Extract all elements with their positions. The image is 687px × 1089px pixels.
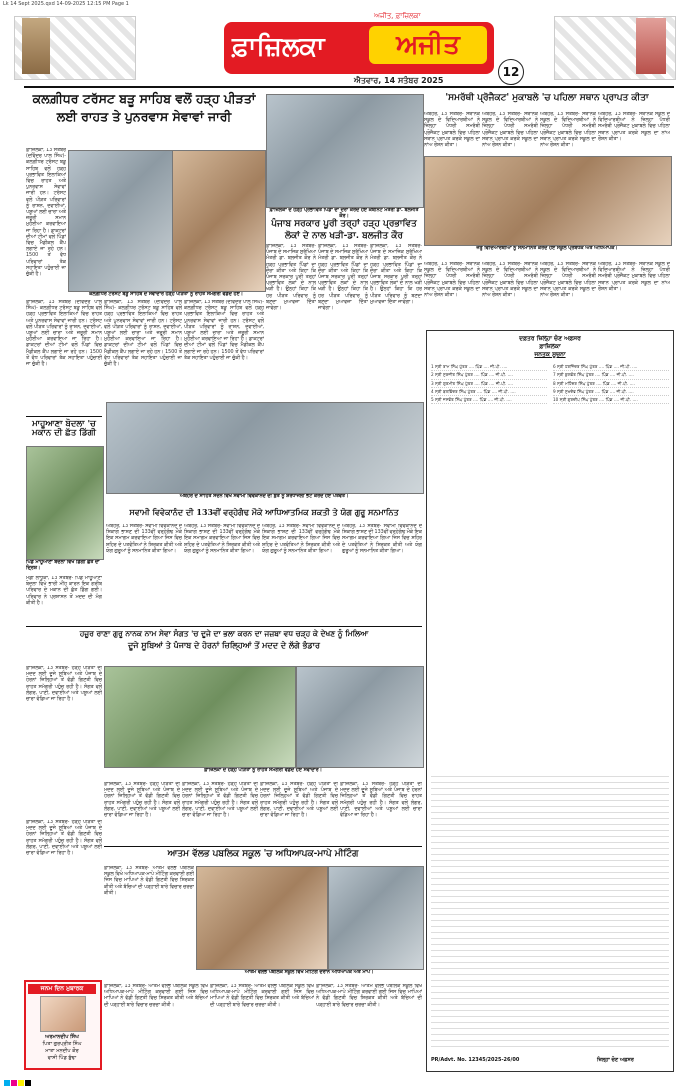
logo-right-title: ਅਜੀਤ bbox=[369, 26, 487, 64]
article4-body-col2: ਅਬੋਹਰ, 13 ਸਤੰਬਰ- ਸਥਾਨਕ ਸਕੂਲ ਦੇ ਵਿਦਿਆਰਥੀਆਂ ਨੇ ਜ਼ਿਲ੍ਹਾ ਪੱਧਰੀ ਸਮਰੱਥੀ ਪ੍ਰੋਜੈਕਟ ਮੁਕਾਬਲੇ ਵਿਚ ਪਹਿਲਾ ਸਥਾਨ ਪ੍ਰਾਪਤ ਕਰਕੇ ਸਕੂਲ ਦਾ ਨਾਂਅ ਰੌਸ਼ਨ ਕੀਤਾ। bbox=[482, 112, 538, 149]
public-notice bbox=[426, 330, 674, 1072]
article7-caption: ਆਤਮ ਵੱਲਭ ਪਬਲਿਕ ਸਕੂਲ ਵਿਖੇ ਮੀਟਿੰਗ ਦੌਰਾਨ ਅਧਿਆਪਕ ਅਤੇ ਮਾਪੇ। bbox=[244, 970, 374, 975]
magenta-swatch bbox=[11, 1080, 17, 1086]
article5-caption: ਅਬੋਹਰ ਦੇ ਸਾਹਿਤ ਸਦਨ ਵਿਖੇ ਸਵਾਮੀ ਵਿਵੇਕਾਨੰਦ ਦੀ ਬੁੱਤ ਨੂੰ ਸ਼ਰਧਾਂਜਲੀ ਭੇਟ ਕਰਦੇ ਹੋਏ ਪਤਵੰਤੇ। bbox=[179, 494, 349, 499]
black-swatch bbox=[25, 1080, 31, 1086]
article5-body-col3: ਅਬੋਹਰ, 13 ਸਤੰਬਰ- ਸਵਾਮੀ ਵਿਵੇਕਾਨੰਦ ਦੇ ਸ਼ਿਕਾਗੋ ਭਾਸ਼ਣ ਦੀ 133ਵੀਂ ਵਰ੍ਹੇਗੰਢ ਮੌਕੇ ਇਕ ਸਮਾਗਮ ਕਰਵਾਇਆ ਗਿਆ ਜਿਸ ਵਿਚ ਸ਼ਹਿਰ ਦੇ ਪਤਵੰਤਿਆਂ ਨੇ ਸ਼ਿਰਕਤ ਕੀਤੀ ਅਤੇ ਯੋਗ ਗੁਰੂਆਂ ਨੂੰ ਸਨਮਾਨਿਤ ਕੀਤਾ ਗਿਆ। bbox=[262, 524, 340, 554]
article4-body-col1: ਅਬੋਹਰ, 13 ਸਤੰਬਰ- ਸਥਾਨਕ ਸਕੂਲ ਦੇ ਵਿਦਿਆਰਥੀਆਂ ਨੇ ਜ਼ਿਲ੍ਹਾ ਪੱਧਰੀ ਸਮਰੱਥੀ ਪ੍ਰੋਜੈਕਟ ਮੁਕਾਬਲੇ ਵਿਚ ਪਹਿਲਾ ਸਥਾਨ ਪ੍ਰਾਪਤ ਕਰਕੇ ਸਕੂਲ ਦਾ ਨਾਂਅ ਰੌਸ਼ਨ ਕੀਤਾ। bbox=[424, 112, 480, 149]
notice-row: 5 ਸ੍ਰੀ ਜਸਵੰਤ ਸਿੰਘ ਪੁੱਤਰ .... ਪਿੰਡ .... ਜੀ.ਪੀ. .... bbox=[431, 396, 547, 404]
notice-row: 2 ਸ੍ਰੀ ਸੁਰਜੀਤ ਸਿੰਘ ਪੁੱਤਰ .... ਪਿੰਡ .... ਜੀ.ਪੀ. .... bbox=[431, 371, 547, 379]
article1-photo-2 bbox=[172, 150, 266, 292]
notice-title1: ਦਫ਼ਤਰ ਜ਼ਿਲ੍ਹਾ ਚੋਣ ਅਫ਼ਸਰ bbox=[519, 335, 581, 342]
article5-body-col1: ਅਬੋਹਰ, 13 ਸਤੰਬਰ- ਸਵਾਮੀ ਵਿਵੇਕਾਨੰਦ ਦੇ ਸ਼ਿਕਾਗੋ ਭਾਸ਼ਣ ਦੀ 133ਵੀਂ ਵਰ੍ਹੇਗੰਢ ਮੌਕੇ ਇਕ ਸਮਾਗਮ ਕਰਵਾਇਆ ਗਿਆ ਜਿਸ ਵਿਚ ਸ਼ਹਿਰ ਦੇ ਪਤਵੰਤਿਆਂ ਨੇ ਸ਼ਿਰਕਤ ਕੀਤੀ ਅਤੇ ਯੋਗ ਗੁਰੂਆਂ ਨੂੰ ਸਨਮਾਨਿਤ ਕੀਤਾ ਗਿਆ। bbox=[106, 524, 182, 554]
article1-body-col1: ਫ਼ਾਜ਼ਿਲਕਾ, 13 ਸਤੰਬਰ (ਦਵਿੰਦਰ ਪਾਲ ਸਿੰਘ)- ਕਲਗ਼ੀਧਰ ਟਰੱਸਟ ਬੜੂ ਸਾਹਿਬ ਵਲੋਂ ਹੜ੍ਹ ਪ੍ਰਭਾਵਿਤ ਇਲਾਕਿਆਂ ਵਿਚ ਰਾਹਤ ਅਤੇ ਪੁਨਰਵਾਸ ਸੇਵਾਵਾਂ ਜਾਰੀ ਹਨ। ਟਰੱਸਟ ਵਲੋਂ ਪੀੜਤ ਪਰਿਵਾਰਾਂ ਨੂੰ ਰਾਸ਼ਨ, ਦਵਾਈਆਂ, ਪਸ਼ੂਆਂ ਲਈ ਚਾਰਾ ਅਤੇ ਜ਼ਰੂਰੀ ਸਮਾਨ ਮੁਹੱਈਆ ਕਰਵਾਇਆ ਜਾ ਰਿਹਾ ਹੈ। ਡਾਕਟਰਾਂ ਦੀਆਂ ਟੀਮਾਂ ਵਲੋਂ ਪਿੰਡਾਂ ਵਿਚ ਮੈਡੀਕਲ ਕੈਂਪ ਲਗਾਏ ਜਾ ਰਹੇ ਹਨ। 1500 ਤੋਂ ਵੱਧ ਪਰਿਵਾਰਾਂ ਤੱਕ ਸਹਾਇਤਾ ਪਹੁੰਚਾਈ ਜਾ ਚੁੱਕੀ ਹੈ। bbox=[26, 148, 66, 278]
article6-photo-2 bbox=[296, 666, 424, 768]
article7-body-col2: ਫ਼ਾਜ਼ਿਲਕਾ, 13 ਸਤੰਬਰ- ਆਤਮ ਵੱਲਭ ਪਬਲਿਕ ਸਕੂਲ ਵਿਖੇ ਅਧਿਆਪਕ-ਮਾਪੇ ਮੀਟਿੰਗ ਕਰਵਾਈ ਗਈ ਜਿਸ ਵਿਚ ਮਾਪਿਆਂ ਨੇ ਵੱਡੀ ਗਿਣਤੀ ਵਿਚ ਸ਼ਿਰਕਤ ਕੀਤੀ ਅਤੇ ਬੱਚਿਆਂ ਦੀ ਪੜ੍ਹਾਈ ਬਾਰੇ ਵਿਚਾਰ ਚਰਚਾ ਕੀਤੀ। bbox=[104, 984, 208, 1008]
article1-body-col2: ਫ਼ਾਜ਼ਿਲਕਾ, 13 ਸਤੰਬਰ (ਦਵਿੰਦਰ ਪਾਲ ਸਿੰਘ)- ਕਲਗ਼ੀਧਰ ਟਰੱਸਟ ਬੜੂ ਸਾਹਿਬ ਵਲੋਂ ਹੜ੍ਹ ਪ੍ਰਭਾਵਿਤ ਇਲਾਕਿਆਂ ਵਿਚ ਰਾਹਤ ਅਤੇ ਪੁਨਰਵਾਸ ਸੇਵਾਵਾਂ ਜਾਰੀ ਹਨ। ਟਰੱਸਟ ਵਲੋਂ ਪੀੜਤ ਪਰਿਵਾਰਾਂ ਨੂੰ ਰਾਸ਼ਨ, ਦਵਾਈਆਂ, ਪਸ਼ੂਆਂ ਲਈ ਚਾਰਾ ਅਤੇ ਜ਼ਰੂਰੀ ਸਮਾਨ ਮੁਹੱਈਆ ਕਰਵਾਇਆ ਜਾ ਰਿਹਾ ਹੈ। ਡਾਕਟਰਾਂ ਦੀਆਂ ਟੀਮਾਂ ਵਲੋਂ ਪਿੰਡਾਂ ਵਿਚ ਮੈਡੀਕਲ ਕੈਂਪ ਲਗਾਏ ਜਾ ਰਹੇ ਹਨ। 1500 ਤੋਂ ਵੱਧ ਪਰਿਵਾਰਾਂ ਤੱਕ ਸਹਾਇਤਾ ਪਹੁੰਚਾਈ ਜਾ ਚੁੱਕੀ ਹੈ। bbox=[26, 300, 102, 368]
article7-body-col0: ਫ਼ਾਜ਼ਿਲਕਾ, 13 ਸਤੰਬਰ- ਹੜ੍ਹ ਪੀੜਤਾਂ ਦੀ ਮਦਦ ਲਈ ਦੂਜੇ ਸੂਬਿਆਂ ਅਤੇ ਪੰਜਾਬ ਦੇ ਹੋਰਨਾਂ ਜ਼ਿਲ੍ਹਿਆਂ ਤੋਂ ਵੱਡੀ ਗਿਣਤੀ ਵਿਚ ਰਾਹਤ ਸਮੱਗਰੀ ਪਹੁੰਚ ਰਹੀ ਹੈ। ਸੰਗਤ ਵਲੋਂ ਲੰਗਰ, ਪਾਣੀ, ਦਵਾਈਆਂ ਅਤੇ ਪਸ਼ੂਆਂ ਲਈ ਚਾਰਾ ਵੰਡਿਆ ਜਾ ਰਿਹਾ ਹੈ। bbox=[26, 820, 102, 857]
article3-photo bbox=[266, 94, 424, 208]
birthday-line4: ਵਾਸੀ ਪਿੰਡ ਬੁੱਢਾ bbox=[47, 1055, 77, 1061]
article6-headline bbox=[26, 630, 422, 650]
article7-rule bbox=[104, 846, 422, 847]
article6-body-col2: ਫ਼ਾਜ਼ਿਲਕਾ, 13 ਸਤੰਬਰ- ਹੜ੍ਹ ਪੀੜਤਾਂ ਦੀ ਮਦਦ ਲਈ ਦੂਜੇ ਸੂਬਿਆਂ ਅਤੇ ਪੰਜਾਬ ਦੇ ਹੋਰਨਾਂ ਜ਼ਿਲ੍ਹਿਆਂ ਤੋਂ ਵੱਡੀ ਗਿਣਤੀ ਵਿਚ ਰਾਹਤ ਸਮੱਗਰੀ ਪਹੁੰਚ ਰਹੀ ਹੈ। ਸੰਗਤ ਵਲੋਂ ਲੰਗਰ, ਪਾਣੀ, ਦਵਾਈਆਂ ਅਤੇ ਪਸ਼ੂਆਂ ਲਈ ਚਾਰਾ ਵੰਡਿਆ ਜਾ ਰਿਹਾ ਹੈ। bbox=[104, 782, 180, 819]
article4-body-col6: ਅਬੋਹਰ, 13 ਸਤੰਬਰ- ਸਥਾਨਕ ਸਕੂਲ ਦੇ ਵਿਦਿਆਰਥੀਆਂ ਨੇ ਜ਼ਿਲ੍ਹਾ ਪੱਧਰੀ ਸਮਰੱਥੀ ਪ੍ਰੋਜੈਕਟ ਮੁਕਾਬਲੇ ਵਿਚ ਪਹਿਲਾ ਸਥਾਨ ਪ੍ਰਾਪਤ ਕਰਕੇ ਸਕੂਲ ਦਾ ਨਾਂਅ ਰੌਸ਼ਨ ਕੀਤਾ। bbox=[482, 262, 538, 299]
notice-row: 10 ਸ੍ਰੀ ਗੁਰਦੀਪ ਸਿੰਘ ਪੁੱਤਰ .... ਪਿੰਡ .... ਜੀ.ਪੀ. .... bbox=[553, 396, 669, 404]
article4-body-col3: ਅਬੋਹਰ, 13 ਸਤੰਬਰ- ਸਥਾਨਕ ਸਕੂਲ ਦੇ ਵਿਦਿਆਰਥੀਆਂ ਨੇ ਜ਼ਿਲ੍ਹਾ ਪੱਧਰੀ ਸਮਰੱਥੀ ਪ੍ਰੋਜੈਕਟ ਮੁਕਾਬਲੇ ਵਿਚ ਪਹਿਲਾ ਸਥਾਨ ਪ੍ਰਾਪਤ ਕਰਕੇ ਸਕੂਲ ਦਾ ਨਾਂਅ ਰੌਸ਼ਨ ਕੀਤਾ। bbox=[540, 112, 596, 149]
notice-row: 3 ਸ੍ਰੀ ਗੁਰਮੀਤ ਸਿੰਘ ਪੁੱਤਰ .... ਪਿੰਡ .... ਜੀ.ਪੀ. .... bbox=[431, 380, 547, 388]
notice-title3: ਜਨਤਕ ਸੂਚਨਾ bbox=[534, 351, 566, 358]
birthday-line2: ਪਿਤਾ ਗੁਰਪ੍ਰੀਤ ਸਿੰਘ bbox=[42, 1041, 82, 1047]
notice-list-left bbox=[431, 363, 547, 763]
birthday-line3: ਮਾਤਾ ਮਨਦੀਪ ਕੌਰ bbox=[45, 1048, 79, 1054]
birthday-title: ਜਨਮ ਦਿਨ ਮੁਬਾਰਕ bbox=[28, 984, 96, 994]
logo-left-title: ਫ਼ਾਜ਼ਿਲਕਾ bbox=[232, 32, 325, 62]
article3-body-col1: ਫ਼ਾਜ਼ਿਲਕਾ, 13 ਸਤੰਬਰ- ਪੰਜਾਬ ਦੇ ਸਮਾਜਿਕ ਸੁਰੱਖਿਆ ਮੰਤਰੀ ਡਾ. ਬਲਜੀਤ ਕੌਰ ਨੇ ਹੜ੍ਹ ਪ੍ਰਭਾਵਿਤ ਪਿੰਡਾਂ ਦਾ ਦੌਰਾ ਕੀਤਾ ਅਤੇ ਕਿਹਾ ਕਿ ਪੰਜਾਬ ਸਰਕਾਰ ਪੂਰੀ ਤਰ੍ਹਾਂ ਪ੍ਰਭਾਵਿਤ ਲੋਕਾਂ ਦੇ ਨਾਲ ਖੜੀ ਹੈ। ਉਨ੍ਹਾਂ ਕਿਹਾ ਕਿ ਹਰ ਪੀੜਤ ਪਰਿਵਾਰ ਨੂੰ ਬਣਦਾ ਮੁਆਵਜ਼ਾ ਦਿੱਤਾ ਜਾਵੇਗਾ। bbox=[266, 244, 316, 312]
notice-signoff: ਜ਼ਿਲ੍ਹਾ ਚੋਣ ਅਫ਼ਸਰ bbox=[597, 1057, 634, 1063]
notice-row: 8 ਸ੍ਰੀ ਮਹਿੰਦਰ ਸਿੰਘ ਪੁੱਤਰ .... ਪਿੰਡ .... ਜੀ.ਪੀ. .... bbox=[553, 380, 669, 388]
article5-body-col2: ਅਬੋਹਰ, 13 ਸਤੰਬਰ- ਸਵਾਮੀ ਵਿਵੇਕਾਨੰਦ ਦੇ ਸ਼ਿਕਾਗੋ ਭਾਸ਼ਣ ਦੀ 133ਵੀਂ ਵਰ੍ਹੇਗੰਢ ਮੌਕੇ ਇਕ ਸਮਾਗਮ ਕਰਵਾਇਆ ਗਿਆ ਜਿਸ ਵਿਚ ਸ਼ਹਿਰ ਦੇ ਪਤਵੰਤਿਆਂ ਨੇ ਸ਼ਿਰਕਤ ਕੀਤੀ ਅਤੇ ਯੋਗ ਗੁਰੂਆਂ ਨੂੰ ਸਨਮਾਨਿਤ ਕੀਤਾ ਗਿਆ। bbox=[184, 524, 260, 554]
article6-body-col4: ਫ਼ਾਜ਼ਿਲਕਾ, 13 ਸਤੰਬਰ- ਹੜ੍ਹ ਪੀੜਤਾਂ ਦੀ ਮਦਦ ਲਈ ਦੂਜੇ ਸੂਬਿਆਂ ਅਤੇ ਪੰਜਾਬ ਦੇ ਹੋਰਨਾਂ ਜ਼ਿਲ੍ਹਿਆਂ ਤੋਂ ਵੱਡੀ ਗਿਣਤੀ ਵਿਚ ਰਾਹਤ ਸਮੱਗਰੀ ਪਹੁੰਚ ਰਹੀ ਹੈ। ਸੰਗਤ ਵਲੋਂ ਲੰਗਰ, ਪਾਣੀ, ਦਵਾਈਆਂ ਅਤੇ ਪਸ਼ੂਆਂ ਲਈ ਚਾਰਾ ਵੰਡਿਆ ਜਾ ਰਿਹਾ ਹੈ। bbox=[260, 782, 338, 819]
article2-photo bbox=[26, 446, 104, 560]
article6-body-col1: ਫ਼ਾਜ਼ਿਲਕਾ, 13 ਸਤੰਬਰ- ਹੜ੍ਹ ਪੀੜਤਾਂ ਦੀ ਮਦਦ ਲਈ ਦੂਜੇ ਸੂਬਿਆਂ ਅਤੇ ਪੰਜਾਬ ਦੇ ਹੋਰਨਾਂ ਜ਼ਿਲ੍ਹਿਆਂ ਤੋਂ ਵੱਡੀ ਗਿਣਤੀ ਵਿਚ ਰਾਹਤ ਸਮੱਗਰੀ ਪਹੁੰਚ ਰਹੀ ਹੈ। ਸੰਗਤ ਵਲੋਂ ਲੰਗਰ, ਪਾਣੀ, ਦਵਾਈਆਂ ਅਤੇ ਪਸ਼ੂਆਂ ਲਈ ਚਾਰਾ ਵੰਡਿਆ ਜਾ ਰਿਹਾ ਹੈ। bbox=[26, 666, 102, 703]
logo bbox=[224, 12, 494, 74]
notice-row: 4 ਸ੍ਰੀ ਬਲਵਿੰਦਰ ਸਿੰਘ ਪੁੱਤਰ .... ਪਿੰਡ .... ਜੀ.ਪੀ. .... bbox=[431, 388, 547, 396]
birthday-line1: ਅਰਮਾਨਦੀਪ ਸਿੰਘ bbox=[45, 1034, 79, 1040]
article3-body-col3: ਫ਼ਾਜ਼ਿਲਕਾ, 13 ਸਤੰਬਰ- ਪੰਜਾਬ ਦੇ ਸਮਾਜਿਕ ਸੁਰੱਖਿਆ ਮੰਤਰੀ ਡਾ. ਬਲਜੀਤ ਕੌਰ ਨੇ ਹੜ੍ਹ ਪ੍ਰਭਾਵਿਤ ਪਿੰਡਾਂ ਦਾ ਦੌਰਾ ਕੀਤਾ ਅਤੇ ਕਿਹਾ ਕਿ ਪੰਜਾਬ ਸਰਕਾਰ ਪੂਰੀ ਤਰ੍ਹਾਂ ਪ੍ਰਭਾਵਿਤ ਲੋਕਾਂ ਦੇ ਨਾਲ ਖੜੀ ਹੈ। ਉਨ੍ਹਾਂ ਕਿਹਾ ਕਿ ਹਰ ਪੀੜਤ ਪਰਿਵਾਰ ਨੂੰ ਬਣਦਾ ਮੁਆਵਜ਼ਾ ਦਿੱਤਾ ਜਾਵੇਗਾ। bbox=[370, 244, 422, 305]
article4-caption: ਜੇਤੂ ਵਿਦਿਆਰਥੀਆਂ ਨੂੰ ਸਨਮਾਨਿਤ ਕਰਦੇ ਹੋਏ ਸਕੂਲ ਪ੍ਰਬੰਧਕ ਅਤੇ ਅਧਿਆਪਕ। bbox=[476, 246, 618, 251]
article6-caption: ਫ਼ਾਜ਼ਿਲਕਾ ਦੇ ਹੜ੍ਹ ਪੀੜਤਾਂ ਨੂੰ ਰਾਹਤ ਸਮੱਗਰੀ ਵੰਡਦੇ ਹੋਏ ਸੇਵਾਦਾਰ। bbox=[204, 768, 322, 773]
article1-caption: ਕਲਗ਼ੀਧਰ ਟਰੱਸਟ ਬੜੂ ਸਾਹਿਬ ਦੇ ਸੇਵਾਦਾਰ ਹੜ੍ਹ ਪੀੜਤਾਂ ਨੂੰ ਰਾਹਤ ਸਮੱਗਰੀ ਵੰਡਦੇ ਹੋਏ। bbox=[89, 292, 243, 297]
article4-body-col5: ਅਬੋਹਰ, 13 ਸਤੰਬਰ- ਸਥਾਨਕ ਸਕੂਲ ਦੇ ਵਿਦਿਆਰਥੀਆਂ ਨੇ ਜ਼ਿਲ੍ਹਾ ਪੱਧਰੀ ਸਮਰੱਥੀ ਪ੍ਰੋਜੈਕਟ ਮੁਕਾਬਲੇ ਵਿਚ ਪਹਿਲਾ ਸਥਾਨ ਪ੍ਰਾਪਤ ਕਰਕੇ ਸਕੂਲ ਦਾ ਨਾਂਅ ਰੌਸ਼ਨ ਕੀਤਾ। bbox=[424, 262, 480, 299]
clock-tower-icon bbox=[22, 18, 50, 74]
masthead-rule bbox=[24, 86, 674, 88]
monument-icon bbox=[636, 18, 666, 74]
article6-headline-line2: ਦੂਜੇ ਸੂਬਿਆਂ ਤੇ ਪੰਜਾਬ ਦੇ ਹੋਰਨਾਂ ਜ਼ਿਲ੍ਹਿਆਂ ਤੋਂ ਮਦਦ ਦੇ ਲੱਗੇ ਭੰਡਾਰ bbox=[127, 640, 320, 651]
article1-photo-1 bbox=[68, 150, 174, 292]
print-info: Lk 14 Sept 2025.qxd 14-09-2025 12:15 PM Page 1 bbox=[3, 1, 129, 7]
article1-body-col3: ਫ਼ਾਜ਼ਿਲਕਾ, 13 ਸਤੰਬਰ (ਦਵਿੰਦਰ ਪਾਲ ਸਿੰਘ)- ਕਲਗ਼ੀਧਰ ਟਰੱਸਟ ਬੜੂ ਸਾਹਿਬ ਵਲੋਂ ਹੜ੍ਹ ਪ੍ਰਭਾਵਿਤ ਇਲਾਕਿਆਂ ਵਿਚ ਰਾਹਤ ਅਤੇ ਪੁਨਰਵਾਸ ਸੇਵਾਵਾਂ ਜਾਰੀ ਹਨ। ਟਰੱਸਟ ਵਲੋਂ ਪੀੜਤ ਪਰਿਵਾਰਾਂ ਨੂੰ ਰਾਸ਼ਨ, ਦਵਾਈਆਂ, ਪਸ਼ੂਆਂ ਲਈ ਚਾਰਾ ਅਤੇ ਜ਼ਰੂਰੀ ਸਮਾਨ ਮੁਹੱਈਆ ਕਰਵਾਇਆ ਜਾ ਰਿਹਾ ਹੈ। ਡਾਕਟਰਾਂ ਦੀਆਂ ਟੀਮਾਂ ਵਲੋਂ ਪਿੰਡਾਂ ਵਿਚ ਮੈਡੀਕਲ ਕੈਂਪ ਲਗਾਏ ਜਾ ਰਹੇ ਹਨ। 1500 ਤੋਂ ਵੱਧ ਪਰਿਵਾਰਾਂ ਤੱਕ ਸਹਾਇਤਾ ਪਹੁੰਚਾਈ ਜਾ ਚੁੱਕੀ ਹੈ। bbox=[104, 300, 182, 368]
yellow-swatch bbox=[18, 1080, 24, 1086]
notice-row: 7 ਸ੍ਰੀ ਕੁਲਵੰਤ ਸਿੰਘ ਪੁੱਤਰ .... ਪਿੰਡ .... ਜੀ.ਪੀ. .... bbox=[553, 371, 669, 379]
article7-headline: ਆਤਮ ਵੱਲਭ ਪਬਲਿਕ ਸਕੂਲ 'ਚ ਅਧਿਆਪਕ-ਮਾਪੇ ਮੀਟਿੰਗ bbox=[167, 849, 359, 859]
footer-marks bbox=[0, 1078, 687, 1089]
notice-list-right bbox=[553, 363, 669, 763]
article1-headline-line1: ਕਲਗ਼ੀਧਰ ਟਰੱਸਟ ਬੜੂ ਸਾਹਿਬ ਵਲੋਂ ਹੜ੍ਹ ਪੀੜਤਾਂ bbox=[32, 91, 256, 106]
masthead bbox=[14, 12, 674, 84]
article7-body-col4: ਫ਼ਾਜ਼ਿਲਕਾ, 13 ਸਤੰਬਰ- ਆਤਮ ਵੱਲਭ ਪਬਲਿਕ ਸਕੂਲ ਵਿਖੇ ਅਧਿਆਪਕ-ਮਾਪੇ ਮੀਟਿੰਗ ਕਰਵਾਈ ਗਈ ਜਿਸ ਵਿਚ ਮਾਪਿਆਂ ਨੇ ਵੱਡੀ ਗਿਣਤੀ ਵਿਚ ਸ਼ਿਰਕਤ ਕੀਤੀ ਅਤੇ ਬੱਚਿਆਂ ਦੀ ਪੜ੍ਹਾਈ ਬਾਰੇ ਵਿਚਾਰ ਚਰਚਾ ਕੀਤੀ। bbox=[316, 984, 422, 1008]
article4-photo bbox=[424, 156, 672, 246]
article4-body-col7: ਅਬੋਹਰ, 13 ਸਤੰਬਰ- ਸਥਾਨਕ ਸਕੂਲ ਦੇ ਵਿਦਿਆਰਥੀਆਂ ਨੇ ਜ਼ਿਲ੍ਹਾ ਪੱਧਰੀ ਸਮਰੱਥੀ ਪ੍ਰੋਜੈਕਟ ਮੁਕਾਬਲੇ ਵਿਚ ਪਹਿਲਾ ਸਥਾਨ ਪ੍ਰਾਪਤ ਕਰਕੇ ਸਕੂਲ ਦਾ ਨਾਂਅ ਰੌਸ਼ਨ ਕੀਤਾ। bbox=[540, 262, 596, 299]
article5-photo bbox=[106, 402, 424, 494]
article4-headline: 'ਸਮਰੱਥੀ ਪ੍ਰੋਜੈਕਟ' ਮੁਕਾਬਲੇ 'ਚ ਪਹਿਲਾ ਸਥਾਨ ਪ੍ਰਾਪਤ ਕੀਤਾ bbox=[445, 93, 649, 103]
article2-body: ਮੰਡੀ ਲਾਧੂਕਾ, 13 ਸਤੰਬਰ- ਪਿੰਡ ਮਾਹੂਆਣਾ ਬੋਦਲਾ ਵਿਖੇ ਭਾਰੀ ਮੀਂਹ ਕਾਰਨ ਇਕ ਗਰੀਬ ਪਰਿਵਾਰ ਦੇ ਮਕਾਨ ਦੀ ਛੱਤ ਡਿੱਗ ਗਈ। ਪਰਿਵਾਰ ਨੇ ਪ੍ਰਸ਼ਾਸਨ ਤੋਂ ਮਦਦ ਦੀ ਮੰਗ ਕੀਤੀ ਹੈ। bbox=[26, 576, 102, 606]
notice-title2: ਫ਼ਾਜ਼ਿਲਕਾ bbox=[539, 343, 561, 350]
article3-body-col2: ਫ਼ਾਜ਼ਿਲਕਾ, 13 ਸਤੰਬਰ- ਪੰਜਾਬ ਦੇ ਸਮਾਜਿਕ ਸੁਰੱਖਿਆ ਮੰਤਰੀ ਡਾ. ਬਲਜੀਤ ਕੌਰ ਨੇ ਹੜ੍ਹ ਪ੍ਰਭਾਵਿਤ ਪਿੰਡਾਂ ਦਾ ਦੌਰਾ ਕੀਤਾ ਅਤੇ ਕਿਹਾ ਕਿ ਪੰਜਾਬ ਸਰਕਾਰ ਪੂਰੀ ਤਰ੍ਹਾਂ ਪ੍ਰਭਾਵਿਤ ਲੋਕਾਂ ਦੇ ਨਾਲ ਖੜੀ ਹੈ। ਉਨ੍ਹਾਂ ਕਿਹਾ ਕਿ ਹਰ ਪੀੜਤ ਪਰਿਵਾਰ ਨੂੰ ਬਣਦਾ ਮੁਆਵਜ਼ਾ ਦਿੱਤਾ ਜਾਵੇਗਾ। bbox=[318, 244, 368, 312]
article6-body-col3: ਫ਼ਾਜ਼ਿਲਕਾ, 13 ਸਤੰਬਰ- ਹੜ੍ਹ ਪੀੜਤਾਂ ਦੀ ਮਦਦ ਲਈ ਦੂਜੇ ਸੂਬਿਆਂ ਅਤੇ ਪੰਜਾਬ ਦੇ ਹੋਰਨਾਂ ਜ਼ਿਲ੍ਹਿਆਂ ਤੋਂ ਵੱਡੀ ਗਿਣਤੀ ਵਿਚ ਰਾਹਤ ਸਮੱਗਰੀ ਪਹੁੰਚ ਰਹੀ ਹੈ। ਸੰਗਤ ਵਲੋਂ ਲੰਗਰ, ਪਾਣੀ, ਦਵਾਈਆਂ ਅਤੇ ਪਸ਼ੂਆਂ ਲਈ ਚਾਰਾ ਵੰਡਿਆ ਜਾ ਰਿਹਾ ਹੈ। bbox=[182, 782, 258, 819]
article1-body-col4: ਫ਼ਾਜ਼ਿਲਕਾ, 13 ਸਤੰਬਰ (ਦਵਿੰਦਰ ਪਾਲ ਸਿੰਘ)- ਕਲਗ਼ੀਧਰ ਟਰੱਸਟ ਬੜੂ ਸਾਹਿਬ ਵਲੋਂ ਹੜ੍ਹ ਪ੍ਰਭਾਵਿਤ ਇਲਾਕਿਆਂ ਵਿਚ ਰਾਹਤ ਅਤੇ ਪੁਨਰਵਾਸ ਸੇਵਾਵਾਂ ਜਾਰੀ ਹਨ। ਟਰੱਸਟ ਵਲੋਂ ਪੀੜਤ ਪਰਿਵਾਰਾਂ ਨੂੰ ਰਾਸ਼ਨ, ਦਵਾਈਆਂ, ਪਸ਼ੂਆਂ ਲਈ ਚਾਰਾ ਅਤੇ ਜ਼ਰੂਰੀ ਸਮਾਨ ਮੁਹੱਈਆ ਕਰਵਾਇਆ ਜਾ ਰਿਹਾ ਹੈ। ਡਾਕਟਰਾਂ ਦੀਆਂ ਟੀਮਾਂ ਵਲੋਂ ਪਿੰਡਾਂ ਵਿਚ ਮੈਡੀਕਲ ਕੈਂਪ ਲਗਾਏ ਜਾ ਰਹੇ ਹਨ। 1500 ਤੋਂ ਵੱਧ ਪਰਿਵਾਰਾਂ ਤੱਕ ਸਹਾਇਤਾ ਪਹੁੰਚਾਈ ਜਾ ਚੁੱਕੀ ਹੈ। bbox=[184, 300, 264, 361]
article6-rule bbox=[26, 626, 422, 627]
article4-body-col4: ਅਬੋਹਰ, 13 ਸਤੰਬਰ- ਸਥਾਨਕ ਸਕੂਲ ਦੇ ਵਿਦਿਆਰਥੀਆਂ ਨੇ ਜ਼ਿਲ੍ਹਾ ਪੱਧਰੀ ਸਮਰੱਥੀ ਪ੍ਰੋਜੈਕਟ ਮੁਕਾਬਲੇ ਵਿਚ ਪਹਿਲਾ ਸਥਾਨ ਪ੍ਰਾਪਤ ਕਰਕੇ ਸਕੂਲ ਦਾ ਨਾਂਅ ਰੌਸ਼ਨ ਕੀਤਾ। bbox=[598, 112, 670, 142]
article5-body-col4: ਅਬੋਹਰ, 13 ਸਤੰਬਰ- ਸਵਾਮੀ ਵਿਵੇਕਾਨੰਦ ਦੇ ਸ਼ਿਕਾਗੋ ਭਾਸ਼ਣ ਦੀ 133ਵੀਂ ਵਰ੍ਹੇਗੰਢ ਮੌਕੇ ਇਕ ਸਮਾਗਮ ਕਰਵਾਇਆ ਗਿਆ ਜਿਸ ਵਿਚ ਸ਼ਹਿਰ ਦੇ ਪਤਵੰਤਿਆਂ ਨੇ ਸ਼ਿਰਕਤ ਕੀਤੀ ਅਤੇ ਯੋਗ ਗੁਰੂਆਂ ਨੂੰ ਸਨਮਾਨਿਤ ਕੀਤਾ ਗਿਆ। bbox=[342, 524, 422, 554]
notice-row: 9 ਸ੍ਰੀ ਸੁਖਦੇਵ ਸਿੰਘ ਪੁੱਤਰ .... ਪਿੰਡ .... ਜੀ.ਪੀ. .... bbox=[553, 388, 669, 396]
notice-footer: PR/Advt. No. 12345/2025-26/00 bbox=[431, 1057, 520, 1063]
article2-rule bbox=[26, 416, 102, 417]
birthday-photo bbox=[40, 996, 86, 1032]
article3-headline-line2: ਲੋਕਾਂ ਦੇ ਨਾਲ ਖੜੀ-ਡਾ. ਬਲਜੀਤ ਕੌਰ bbox=[284, 230, 404, 241]
article3-headline bbox=[266, 220, 422, 242]
article6-headline-line1: ਹਜ਼ੂਰ ਰਾਣਾ ਗੁਰੂ ਨਾਨਕ ਨਾਮ ਸੇਵਾ ਸੰਗਤ 'ਚ ਦੂਜੇ ਦਾ ਭਲਾ ਕਰਨ ਦਾ ਜਜ਼ਬਾ ਵਧ ਚੜ੍ਹ ਕੇ ਦੇਖਣ ਨੂੰ ਮਿਲਿਆ bbox=[79, 629, 369, 638]
article6-body-col5: ਫ਼ਾਜ਼ਿਲਕਾ, 13 ਸਤੰਬਰ- ਹੜ੍ਹ ਪੀੜਤਾਂ ਦੀ ਮਦਦ ਲਈ ਦੂਜੇ ਸੂਬਿਆਂ ਅਤੇ ਪੰਜਾਬ ਦੇ ਹੋਰਨਾਂ ਜ਼ਿਲ੍ਹਿਆਂ ਤੋਂ ਵੱਡੀ ਗਿਣਤੀ ਵਿਚ ਰਾਹਤ ਸਮੱਗਰੀ ਪਹੁੰਚ ਰਹੀ ਹੈ। ਸੰਗਤ ਵਲੋਂ ਲੰਗਰ, ਪਾਣੀ, ਦਵਾਈਆਂ ਅਤੇ ਪਸ਼ੂਆਂ ਲਈ ਚਾਰਾ ਵੰਡਿਆ ਜਾ ਰਿਹਾ ਹੈ। bbox=[340, 782, 422, 819]
notice-row: 1 ਸ੍ਰੀ ਰਾਮ ਸਿੰਘ ਪੁੱਤਰ .... ਪਿੰਡ .... ਜੀ.ਪੀ. .... bbox=[431, 363, 547, 371]
article2-headline: ਮਾਹੂਆਣਾ ਬੋਦਲਾ 'ਚ ਮਕਾਨ ਦੀ ਛੱਤ ਡਿੱਗੀ bbox=[32, 419, 96, 439]
article1-headline-line2: ਲਈ ਰਾਹਤ ਤੇ ਪੁਨਰਵਾਸ ਸੇਵਾਵਾਂ ਜਾਰੀ bbox=[56, 108, 232, 124]
article3-headline-line1: ਪੰਜਾਬ ਸਰਕਾਰ ਪੂਰੀ ਤਰ੍ਹਾਂ ਹੜ੍ਹ ਪ੍ਰਭਾਵਿਤ bbox=[271, 219, 417, 229]
cyan-swatch bbox=[4, 1080, 10, 1086]
article3-caption: ਫ਼ਾਜ਼ਿਲਕਾ ਦੇ ਹੜ੍ਹ ਪ੍ਰਭਾਵਿਤ ਪਿੰਡਾਂ ਦਾ ਦੌਰਾ ਕਰਦੇ ਹੋਏ ਕੈਬਨਿਟ ਮੰਤਰੀ ਡਾ. ਬਲਜੀਤ ਕੌਰ। bbox=[269, 208, 419, 219]
article7-photo-1 bbox=[196, 866, 328, 970]
article6-photo-1 bbox=[104, 666, 296, 768]
logo-tag: ਅਜੀਤ, ਫ਼ਾਜ਼ਿਲਕਾ bbox=[374, 12, 421, 20]
birthday-box bbox=[24, 980, 102, 1070]
article7-body-col1: ਫ਼ਾਜ਼ਿਲਕਾ, 13 ਸਤੰਬਰ- ਆਤਮ ਵੱਲਭ ਪਬਲਿਕ ਸਕੂਲ ਵਿਖੇ ਅਧਿਆਪਕ-ਮਾਪੇ ਮੀਟਿੰਗ ਕਰਵਾਈ ਗਈ ਜਿਸ ਵਿਚ ਮਾਪਿਆਂ ਨੇ ਵੱਡੀ ਗਿਣਤੀ ਵਿਚ ਸ਼ਿਰਕਤ ਕੀਤੀ ਅਤੇ ਬੱਚਿਆਂ ਦੀ ਪੜ੍ਹਾਈ ਬਾਰੇ ਵਿਚਾਰ ਚਰਚਾ ਕੀਤੀ। bbox=[104, 866, 194, 896]
article7-body-col3: ਫ਼ਾਜ਼ਿਲਕਾ, 13 ਸਤੰਬਰ- ਆਤਮ ਵੱਲਭ ਪਬਲਿਕ ਸਕੂਲ ਵਿਖੇ ਅਧਿਆਪਕ-ਮਾਪੇ ਮੀਟਿੰਗ ਕਰਵਾਈ ਗਈ ਜਿਸ ਵਿਚ ਮਾਪਿਆਂ ਨੇ ਵੱਡੀ ਗਿਣਤੀ ਵਿਚ ਸ਼ਿਰਕਤ ਕੀਤੀ ਅਤੇ ਬੱਚਿਆਂ ਦੀ ਪੜ੍ਹਾਈ ਬਾਰੇ ਵਿਚਾਰ ਚਰਚਾ ਕੀਤੀ। bbox=[210, 984, 314, 1008]
notice-row: 6 ਸ੍ਰੀ ਹਰਜਿੰਦਰ ਸਿੰਘ ਪੁੱਤਰ .... ਪਿੰਡ .... ਜੀ.ਪੀ. .... bbox=[553, 363, 669, 371]
page-number: 12 bbox=[498, 59, 524, 85]
article2-caption: ਪਿੰਡ ਮਾਹੂਆਣਾ ਬੋਦਲਾ ਵਿਖੇ ਡਿੱਗੀ ਛੱਤ ਦਾ ਦ੍ਰਿਸ਼। bbox=[26, 560, 100, 571]
article5-headline: ਸਵਾਮੀ ਵਿਵੇਕਾਨੰਦ ਦੀ 133ਵੀਂ ਵਰ੍ਹੇਗੰਢ ਮੌਕੇ ਆਧਿਆਤਮਿਕ ਸ਼ਕਤੀ ਤੇ ਯੋਗ ਗੁਰੂ ਸਨਮਾਨਿਤ bbox=[129, 507, 399, 517]
issue-date: ਐਤਵਾਰ, 14 ਸਤੰਬਰ 2025 bbox=[354, 76, 444, 85]
birthday-text bbox=[28, 1034, 96, 1062]
article1-headline bbox=[26, 92, 262, 124]
article7-photo-2 bbox=[328, 866, 424, 970]
article4-body-col8: ਅਬੋਹਰ, 13 ਸਤੰਬਰ- ਸਥਾਨਕ ਸਕੂਲ ਦੇ ਵਿਦਿਆਰਥੀਆਂ ਨੇ ਜ਼ਿਲ੍ਹਾ ਪੱਧਰੀ ਸਮਰੱਥੀ ਪ੍ਰੋਜੈਕਟ ਮੁਕਾਬਲੇ ਵਿਚ ਪਹਿਲਾ ਸਥਾਨ ਪ੍ਰਾਪਤ ਕਰਕੇ ਸਕੂਲ ਦਾ ਨਾਂਅ ਰੌਸ਼ਨ ਕੀਤਾ। bbox=[598, 262, 670, 292]
notice-fine-print bbox=[431, 771, 669, 1051]
